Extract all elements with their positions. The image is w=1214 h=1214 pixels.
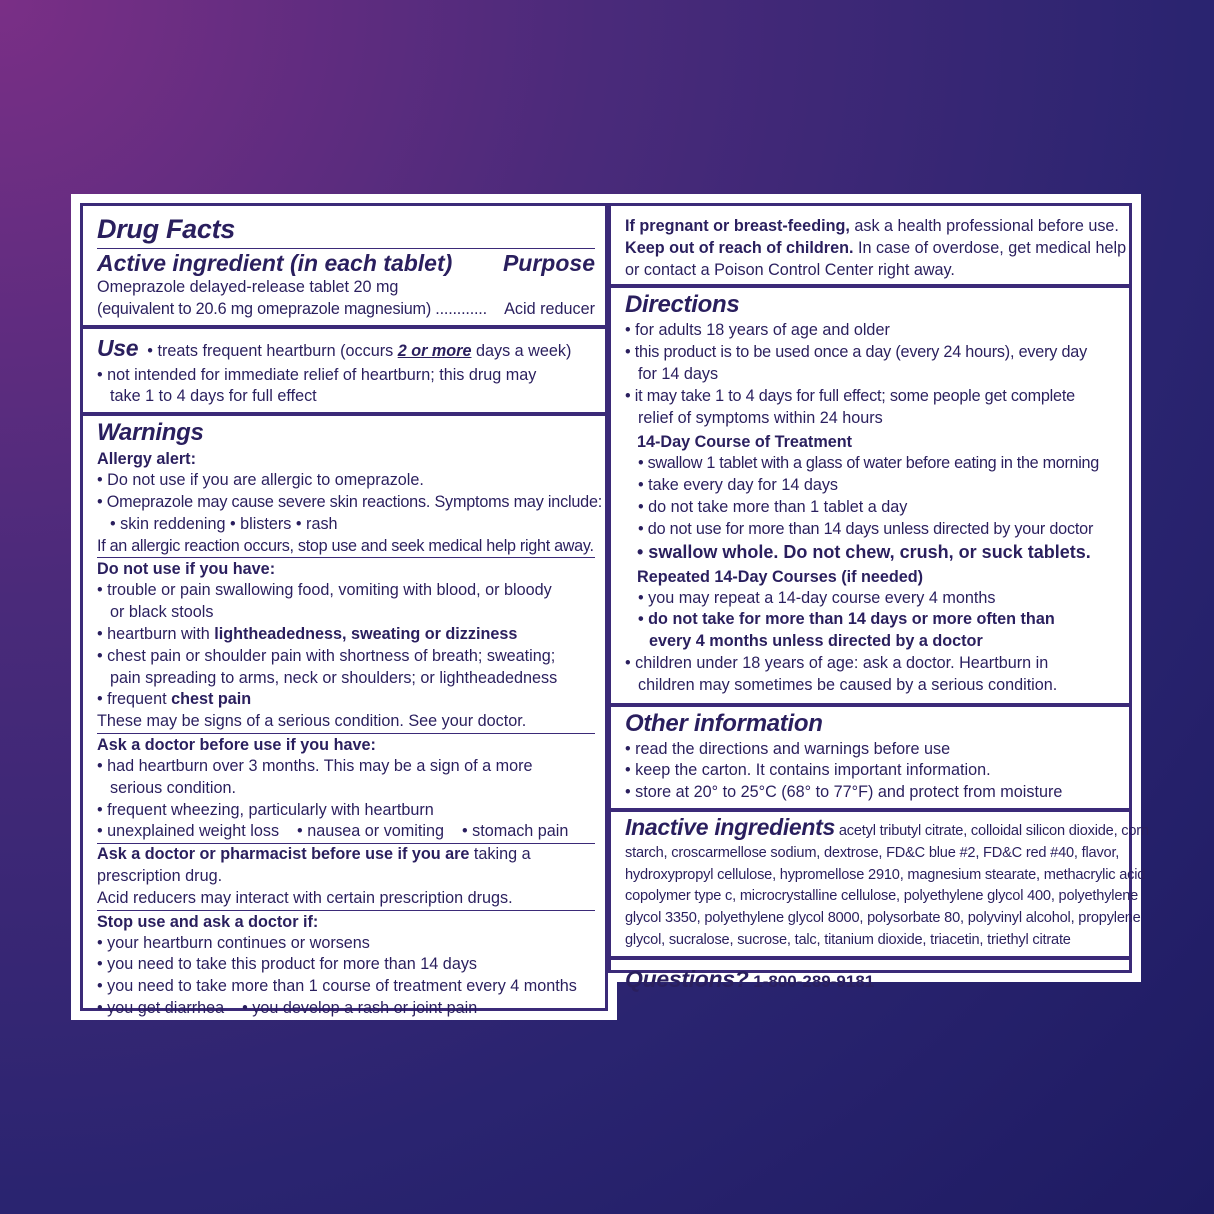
drug-facts-left-column <box>80 203 608 1017</box>
allergy-line: • Omeprazole may cause severe skin reactions. Symptoms may include: <box>97 492 603 511</box>
inactive-ingredients-line: glycol, sucralose, sucrose, talc, titanium dioxide, triacetin, triethyl citrate <box>625 931 1071 948</box>
stop-use-line: • you need to take this product for more than 14 days <box>97 955 478 974</box>
active-ingredient-section <box>83 206 605 325</box>
do-not-use-line: • frequent <box>97 690 172 709</box>
do-not-use-line: • heartburn with <box>97 624 215 643</box>
allergy-line: • skin reddening • blisters • rash <box>110 514 338 533</box>
inactive-ingredients-line: copolymer type c, microcrystalline cellulose, polyethylene glycol 400, polyethylene <box>625 888 1139 905</box>
drug-facts-title: Drug Facts <box>97 214 236 244</box>
do-not-use-line: • chest pain or shoulder pain with shortness of breath; sweating; <box>97 646 556 665</box>
ask-doctor-line: • frequent wheezing, particularly with heartburn <box>97 800 434 819</box>
keep-out-line: In case of overdose, get medical help <box>853 238 1127 257</box>
keep-out-line: or contact a Poison Control Center right away. <box>625 260 955 279</box>
directions-section <box>611 284 1129 702</box>
ask-doctor-line: serious condition. <box>110 778 236 797</box>
course-heading: 14-Day Course of Treatment <box>637 433 852 452</box>
repeated-course-heading: Repeated 14-Day Courses (if needed) <box>637 567 924 586</box>
use-line1-end: days a week) <box>471 341 572 360</box>
questions-phone-number: 1-800-289-9181 <box>748 971 875 991</box>
stop-use-line: • your heartburn continues or worsens <box>97 933 370 952</box>
course-swallow-whole: • swallow whole. Do not chew, crush, or suck tablets. <box>637 541 1091 562</box>
directions-line: children may sometimes be caused by a serious condition. <box>638 675 1058 694</box>
do-not-use-heading: Do not use if you have: <box>97 560 276 579</box>
allergy-line: • Do not use if you are allergic to omeprazole. <box>97 471 424 490</box>
do-not-use-line: pain spreading to arms, neck or shoulders; or lightheadedness <box>110 668 558 687</box>
stop-use-line: • you get diarrhea • you develop a rash or joint pain <box>97 998 478 1017</box>
ask-doctor-line: • had heartburn over 3 months. This may be a sign of a more <box>97 756 533 775</box>
course-line: • swallow 1 tablet with a glass of water before eating in the morning <box>638 454 1099 473</box>
other-information-heading: Other information <box>625 709 823 737</box>
course-line: • do not take more than 1 tablet a day <box>638 497 908 516</box>
inactive-ingredients-section <box>611 808 1149 956</box>
other-information-line: • store at 20° to 25°C (68° to 77°F) and protect from moisture <box>625 783 1063 802</box>
do-not-use-emphasis: chest pain <box>171 690 252 709</box>
drug-facts-right-column <box>608 203 1149 992</box>
ask-pharmacist-line: prescription drug. <box>97 866 223 885</box>
inactive-ingredients-line: hydroxypropyl cellulose, hypromellose 2910, magnesium stearate, methacrylic acid <box>625 866 1146 883</box>
stop-use-heading: Stop use and ask a doctor if: <box>97 912 319 931</box>
pregnancy-section <box>611 206 1129 284</box>
ask-pharmacist-line: Acid reducers may interact with certain prescription drugs. <box>97 888 513 907</box>
use-line2: • not intended for immediate relief of heartburn; this drug may <box>97 365 537 384</box>
directions-line: • for adults 18 years of age and older <box>625 321 890 340</box>
active-ingredient-heading: Active ingredient (in each tablet) <box>97 250 453 276</box>
use-line3: take 1 to 4 days for full effect <box>110 387 317 406</box>
allergy-alert-heading: Allergy alert: <box>97 450 196 469</box>
directions-line: • children under 18 years of age: ask a doctor. Heartburn in <box>625 653 1049 672</box>
use-emphasis: 2 or more <box>397 341 472 360</box>
repeated-course-warning: • do not take for more than 14 days or more often than <box>638 610 1055 629</box>
inactive-ingredients-line: acetyl tributyl citrate, colloidal silicon dioxide, corn <box>835 822 1149 839</box>
use-line1: • treats frequent heartburn (occurs <box>147 341 398 360</box>
inactive-ingredients-heading: Inactive ingredients <box>625 813 836 840</box>
ask-pharmacist-line: taking a <box>469 845 531 864</box>
inactive-ingredients-line: starch, croscarmellose sodium, dextrose, FD&C blue #2, FD&C red #40, flavor, <box>625 844 1120 861</box>
ask-doctor-line: • unexplained weight loss • nausea or vomiting • stomach pain <box>97 822 569 841</box>
warnings-heading: Warnings <box>97 419 204 447</box>
other-information-line: • read the directions and warnings before use <box>625 739 951 758</box>
directions-line: • it may take 1 to 4 days for full effect; some people get complete <box>625 386 1075 405</box>
pregnancy-heading: If pregnant or breast-feeding, <box>625 217 850 235</box>
questions-section <box>611 956 1129 996</box>
active-ingredient-line1: Omeprazole delayed-release tablet 20 mg <box>97 278 399 296</box>
do-not-use-line: These may be signs of a serious condition. See your doctor. <box>97 712 527 731</box>
other-information-section <box>611 703 1129 808</box>
ask-pharmacist-heading: Ask a doctor or pharmacist before use if you are <box>97 845 470 864</box>
use-heading: Use <box>97 334 139 361</box>
do-not-use-emphasis: lightheadedness, sweating or dizziness <box>214 624 518 643</box>
other-information-line: • keep the carton. It contains important information. <box>625 761 991 780</box>
active-ingredient-line2: (equivalent to 20.6 mg omeprazole magnesium) ............ <box>97 299 487 318</box>
keep-out-heading: Keep out of reach of children. <box>625 238 854 257</box>
course-line: • take every day for 14 days <box>638 476 839 495</box>
inactive-ingredients-line: glycol 3350, polyethylene glycol 8000, polysorbate 80, polyvinyl alcohol, propylene <box>625 910 1141 927</box>
questions-heading: Questions? <box>625 965 749 992</box>
directions-heading: Directions <box>625 291 740 319</box>
course-line: • do not use for more than 14 days unless directed by your doctor <box>638 519 1094 538</box>
allergy-line: If an allergic reaction occurs, stop use and seek medical help right away. <box>97 536 594 555</box>
purpose-heading: Purpose <box>502 250 595 276</box>
directions-line: relief of symptoms within 24 hours <box>638 408 883 427</box>
directions-line: for 14 days <box>638 364 719 383</box>
do-not-use-line: • trouble or pain swallowing food, vomiting with blood, or bloody <box>97 581 552 600</box>
stop-use-line: • you need to take more than 1 course of treatment every 4 months <box>97 977 577 996</box>
warnings-section <box>83 412 605 1020</box>
repeated-course-warning: every 4 months unless directed by a doctor <box>649 632 983 651</box>
purpose-value: Acid reducer <box>504 299 595 318</box>
use-section <box>83 325 605 413</box>
repeated-course-line: • you may repeat a 14-day course every 4 months <box>638 588 996 607</box>
pregnancy-line: ask a health professional before use. <box>849 217 1119 235</box>
ask-doctor-heading: Ask a doctor before use if you have: <box>97 735 376 754</box>
directions-line: • this product is to be used once a day (every 24 hours), every day <box>625 343 1087 362</box>
do-not-use-line: or black stools <box>110 603 214 622</box>
